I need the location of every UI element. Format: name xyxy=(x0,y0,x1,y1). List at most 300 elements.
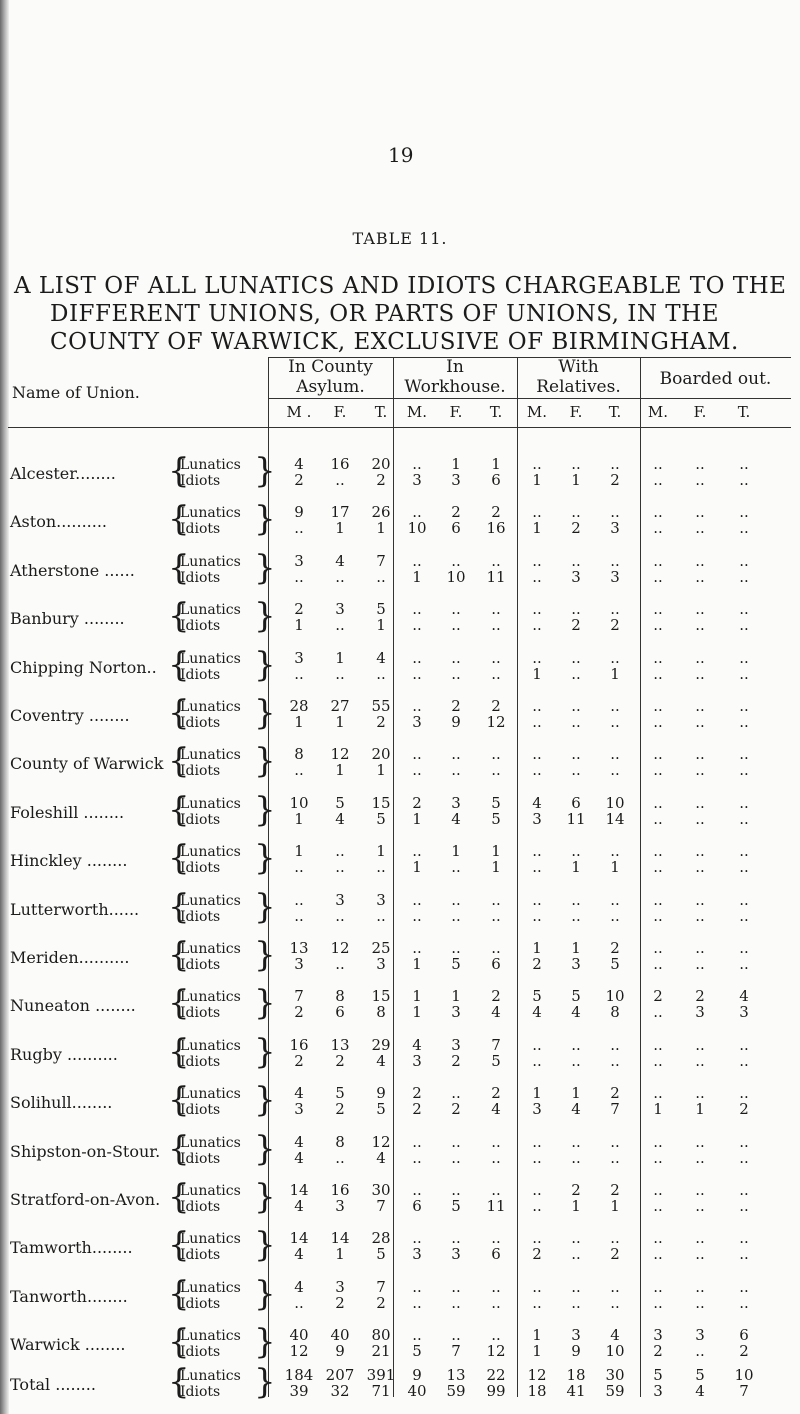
left-brace: { xyxy=(168,1128,190,1169)
cell-value: 2 xyxy=(412,793,422,812)
cell-value: .. xyxy=(532,761,542,780)
cell-value: 1 xyxy=(451,455,461,473)
idiots-label: Idiots xyxy=(180,618,221,635)
cell-value: 80 xyxy=(371,1326,391,1345)
cell-value: .. xyxy=(653,1003,663,1022)
cell-value: .. xyxy=(739,858,749,877)
cell-value: 3 xyxy=(451,1245,461,1264)
cell-value: .. xyxy=(739,567,749,586)
cell-value: 3 xyxy=(451,471,461,489)
cell-value: 30 xyxy=(371,1181,391,1199)
cell-value: 8 xyxy=(610,1003,620,1022)
lunatics-label: Lunatics xyxy=(180,1328,241,1345)
cell-value: .. xyxy=(412,890,422,909)
cell-value: .. xyxy=(532,1277,542,1296)
cell-value: .. xyxy=(739,600,749,619)
cell-value: .. xyxy=(610,1148,620,1167)
cell-value: .. xyxy=(739,890,749,909)
cell-value: .. xyxy=(376,664,386,683)
cell-value: 11 xyxy=(486,567,506,586)
cell-value: .. xyxy=(695,906,705,925)
cell-value: 2 xyxy=(491,697,501,715)
cell-value: 5 xyxy=(571,987,581,1006)
union-name: Solihull........ xyxy=(10,1093,113,1113)
left-brace: { xyxy=(168,451,190,491)
cell-value: 6 xyxy=(491,955,501,973)
cell-value: 29 xyxy=(371,1035,391,1054)
union-name: Atherstone ...... xyxy=(10,560,135,580)
cell-value: .. xyxy=(739,1181,749,1199)
cell-value: 6 xyxy=(335,1003,345,1022)
union-name: Rugby .......... xyxy=(10,1044,118,1064)
cell-value: 10 xyxy=(605,1342,625,1361)
union-name: Alcester........ xyxy=(10,464,116,483)
heading-line-3: COUNTY OF WARWICK, EXCLUSIVE OF BIRMINGHAM. xyxy=(50,329,739,355)
cell-value: 41 xyxy=(566,1382,586,1400)
cell-value: 4 xyxy=(376,1148,386,1167)
lunatics-label: Lunatics xyxy=(180,941,241,957)
cell-value: 4 xyxy=(294,1197,304,1215)
cell-value: .. xyxy=(451,745,461,764)
cell-value: .. xyxy=(739,713,749,731)
idiots-label: Idiots xyxy=(180,1199,221,1215)
cell-value: 28 xyxy=(371,1229,391,1248)
cell-value: .. xyxy=(695,1051,705,1070)
cell-value: 3 xyxy=(610,567,620,586)
cell-value: 5 xyxy=(335,793,345,812)
cell-value: .. xyxy=(491,761,501,780)
cell-value: 5 xyxy=(376,1100,386,1119)
cell-value: 13 xyxy=(330,1035,350,1054)
cell-value: .. xyxy=(335,567,345,586)
cell-value: 2 xyxy=(653,987,663,1006)
right-brace: } xyxy=(254,741,276,782)
cell-value: .. xyxy=(739,471,749,489)
cell-value: .. xyxy=(739,1084,749,1103)
heading-line-2: DIFFERENT UNIONS, OR PARTS OF UNIONS, IN THE xyxy=(50,301,719,327)
right-brace: } xyxy=(254,644,276,685)
cell-value: 12 xyxy=(330,939,350,957)
union-name: Warwick ........ xyxy=(10,1335,126,1355)
cell-value: .. xyxy=(532,713,542,731)
cell-value: 10 xyxy=(407,519,427,538)
cell-value: .. xyxy=(739,1229,749,1248)
cell-value: .. xyxy=(653,1148,663,1167)
cell-value: 207 xyxy=(325,1366,355,1384)
lunatics-label: Lunatics xyxy=(180,1037,241,1054)
idiots-label: Idiots xyxy=(180,811,221,828)
cell-value: 2 xyxy=(491,987,501,1006)
cell-value: 9 xyxy=(294,503,304,522)
cell-value: 1 xyxy=(653,1100,663,1119)
cell-value: 1 xyxy=(335,648,345,667)
cell-value: .. xyxy=(532,906,542,925)
cell-value: .. xyxy=(653,664,663,683)
cell-value: 11 xyxy=(486,1197,506,1215)
cell-value: 2 xyxy=(653,1342,663,1361)
cell-value: .. xyxy=(653,1132,663,1151)
cell-value: .. xyxy=(294,858,304,877)
cell-value: 15 xyxy=(371,793,391,812)
right-brace: } xyxy=(254,838,276,879)
cell-value: 2 xyxy=(739,1342,749,1361)
cell-value: 2 xyxy=(451,1051,461,1070)
cell-value: .. xyxy=(695,1342,705,1361)
cell-value: 17 xyxy=(330,503,350,522)
cell-value: 8 xyxy=(294,745,304,764)
cell-value: .. xyxy=(739,761,749,780)
cell-value: 3 xyxy=(412,1051,422,1070)
cell-value: .. xyxy=(610,1132,620,1151)
cell-value: 14 xyxy=(330,1229,350,1248)
cell-value: .. xyxy=(451,1132,461,1151)
cell-value: .. xyxy=(532,1051,542,1070)
cell-value: .. xyxy=(695,519,705,538)
cell-value: .. xyxy=(412,906,422,925)
cell-value: 3 xyxy=(335,1197,345,1215)
cell-value: 16 xyxy=(289,1035,309,1054)
cell-value: .. xyxy=(451,939,461,957)
cell-value: .. xyxy=(739,1277,749,1296)
cell-value: .. xyxy=(695,1084,705,1103)
cell-value: .. xyxy=(491,616,501,635)
cell-value: .. xyxy=(491,745,501,764)
cell-value: 14 xyxy=(289,1229,309,1248)
cell-value: .. xyxy=(653,713,663,731)
cell-value: 2 xyxy=(335,1100,345,1119)
cell-value: 12 xyxy=(330,745,350,764)
cell-value: 7 xyxy=(739,1382,749,1400)
cell-value: 39 xyxy=(289,1382,309,1400)
idiots-label: Idiots xyxy=(180,473,221,489)
cell-value: 5 xyxy=(376,809,386,828)
cell-value: 2 xyxy=(610,471,620,489)
cell-value: .. xyxy=(695,471,705,489)
cell-value: .. xyxy=(653,890,663,909)
sub-header-2: T. xyxy=(374,403,388,421)
cell-value: 2 xyxy=(412,1100,422,1119)
cell-value: .. xyxy=(695,761,705,780)
cell-value: 12 xyxy=(486,713,506,731)
cell-value: 7 xyxy=(610,1100,620,1119)
cell-value: .. xyxy=(491,1148,501,1167)
cell-value: 1 xyxy=(335,519,345,538)
cell-value: 4 xyxy=(376,1051,386,1070)
cell-value: .. xyxy=(412,600,422,619)
sub-header-9: M. xyxy=(647,403,669,421)
left-brace: { xyxy=(168,983,190,1024)
cell-value: 9 xyxy=(451,713,461,731)
cell-value: 14 xyxy=(605,809,625,828)
cell-value: .. xyxy=(571,1293,581,1312)
cell-value: .. xyxy=(294,519,304,538)
cell-value: 2 xyxy=(571,519,581,538)
cell-value: .. xyxy=(294,664,304,683)
cell-value: 3 xyxy=(532,1100,542,1119)
cell-value: 5 xyxy=(491,793,501,812)
cell-value: 1 xyxy=(376,842,386,861)
group-header-2: With Relatives. xyxy=(536,357,621,397)
cell-value: .. xyxy=(739,1245,749,1264)
cell-value: .. xyxy=(412,1148,422,1167)
cell-value: 71 xyxy=(371,1382,391,1400)
cell-value: 3 xyxy=(695,1326,705,1345)
cell-value: .. xyxy=(610,648,620,667)
cell-value: .. xyxy=(695,1229,705,1248)
idiots-label: Idiots xyxy=(180,1247,221,1264)
cell-value: .. xyxy=(695,1148,705,1167)
cell-value: .. xyxy=(653,1245,663,1264)
cell-value: 2 xyxy=(335,1293,345,1312)
cell-value: 2 xyxy=(294,471,304,489)
cell-value: .. xyxy=(412,455,422,473)
cell-value: 1 xyxy=(335,1245,345,1264)
cell-value: .. xyxy=(653,793,663,812)
lunatics-label: Lunatics xyxy=(180,989,241,1006)
idiots-label: Idiots xyxy=(180,1053,221,1070)
cell-value: .. xyxy=(695,600,705,619)
cell-value: .. xyxy=(653,1051,663,1070)
right-brace: } xyxy=(254,1177,276,1217)
cell-value: .. xyxy=(653,761,663,780)
cell-value: 2 xyxy=(376,713,386,731)
cell-value: .. xyxy=(491,1277,501,1296)
left-brace: { xyxy=(168,1031,190,1072)
cell-value: .. xyxy=(532,600,542,619)
cell-value: .. xyxy=(695,939,705,957)
cell-value: .. xyxy=(532,745,542,764)
cell-value: 1 xyxy=(571,1084,581,1103)
cell-value: 1 xyxy=(491,455,501,473)
right-brace: } xyxy=(254,1031,276,1072)
cell-value: 30 xyxy=(605,1366,625,1384)
cell-value: .. xyxy=(571,713,581,731)
cell-value: 2 xyxy=(451,503,461,522)
idiots-label: Idiots xyxy=(180,860,221,877)
cell-value: 5 xyxy=(491,809,501,828)
cell-value: .. xyxy=(571,551,581,570)
cell-value: .. xyxy=(610,455,620,473)
cell-value: .. xyxy=(491,1293,501,1312)
cell-value: .. xyxy=(451,1277,461,1296)
cell-value: .. xyxy=(412,1132,422,1151)
cell-value: .. xyxy=(294,567,304,586)
cell-value: 28 xyxy=(289,697,309,715)
cell-value: 3 xyxy=(294,551,304,570)
cell-value: .. xyxy=(653,616,663,635)
sub-header-6: M. xyxy=(526,403,548,421)
idiots-label: Idiots xyxy=(180,1005,221,1022)
cell-value: .. xyxy=(653,1181,663,1199)
cell-value: 391 xyxy=(366,1366,396,1384)
right-brace: } xyxy=(254,1273,276,1314)
left-brace: { xyxy=(168,935,190,975)
idiots-label: Idiots xyxy=(180,1102,221,1119)
cell-value: 7 xyxy=(376,551,386,570)
cell-value: .. xyxy=(294,890,304,909)
cell-value: .. xyxy=(653,519,663,538)
cell-value: .. xyxy=(739,697,749,715)
cell-value: .. xyxy=(739,1293,749,1312)
cell-value: 5 xyxy=(695,1366,705,1384)
left-brace: { xyxy=(168,838,190,879)
union-name: Hinckley ........ xyxy=(10,851,128,871)
union-name: Lutterworth...... xyxy=(10,899,140,919)
cell-value: 4 xyxy=(294,1132,304,1151)
union-name: Tamworth........ xyxy=(10,1238,133,1258)
cell-value: 2 xyxy=(739,1100,749,1119)
union-name: County of Warwick xyxy=(10,754,164,774)
lunatics-label: Lunatics xyxy=(180,747,241,764)
cell-value: .. xyxy=(412,551,422,570)
cell-value: 16 xyxy=(330,1181,350,1199)
left-brace: { xyxy=(168,1273,190,1314)
idiots-label: Idiots xyxy=(180,521,221,538)
cell-value: 2 xyxy=(610,616,620,635)
cell-value: 13 xyxy=(446,1366,466,1384)
cell-value: .. xyxy=(739,519,749,538)
cell-value: .. xyxy=(571,1148,581,1167)
cell-value: .. xyxy=(571,1245,581,1264)
union-name: Stratford-on-Avon. xyxy=(10,1190,161,1209)
right-brace: } xyxy=(254,983,276,1024)
cell-value: 3 xyxy=(294,955,304,973)
cell-value: .. xyxy=(610,697,620,715)
cell-value: .. xyxy=(695,1035,705,1054)
cell-value: .. xyxy=(739,1035,749,1054)
left-brace: { xyxy=(168,693,190,733)
cell-value: 2 xyxy=(294,1003,304,1022)
cell-value: 3 xyxy=(571,1326,581,1345)
cell-value: .. xyxy=(653,1293,663,1312)
cell-value: .. xyxy=(653,1229,663,1248)
cell-value: .. xyxy=(412,616,422,635)
cell-value: 9 xyxy=(412,1366,422,1384)
cell-value: 3 xyxy=(653,1326,663,1345)
cell-value: .. xyxy=(571,455,581,473)
cell-value: 11 xyxy=(566,809,586,828)
cell-value: .. xyxy=(532,858,542,877)
cell-value: 3 xyxy=(412,1245,422,1264)
cell-value: .. xyxy=(451,648,461,667)
cell-value: .. xyxy=(491,600,501,619)
cell-value: .. xyxy=(739,503,749,522)
cell-value: 1 xyxy=(294,809,304,828)
cell-value: .. xyxy=(294,906,304,925)
page-edge-shadow xyxy=(0,0,9,1414)
cell-value: .. xyxy=(610,1277,620,1296)
cell-value: 1 xyxy=(412,987,422,1006)
right-brace: } xyxy=(254,886,276,927)
cell-value: .. xyxy=(610,600,620,619)
idiots-label: Idiots xyxy=(180,1295,221,1312)
cell-value: 21 xyxy=(371,1342,391,1361)
cell-value: .. xyxy=(695,697,705,715)
cell-value: 18 xyxy=(566,1366,586,1384)
cell-value: 55 xyxy=(371,697,391,715)
cell-value: 1 xyxy=(412,858,422,877)
cell-value: .. xyxy=(653,1197,663,1215)
cell-value: 4 xyxy=(294,455,304,473)
cell-value: 1 xyxy=(610,1197,620,1215)
cell-value: 2 xyxy=(571,1181,581,1199)
cell-value: .. xyxy=(695,793,705,812)
cell-value: .. xyxy=(335,664,345,683)
cell-value: .. xyxy=(695,551,705,570)
cell-value: .. xyxy=(739,745,749,764)
right-brace: } xyxy=(254,1322,276,1363)
cell-value: .. xyxy=(532,697,542,715)
cell-value: 2 xyxy=(532,1245,542,1264)
cell-value: .. xyxy=(739,793,749,812)
left-brace: { xyxy=(168,644,190,685)
cell-value: 2 xyxy=(610,1245,620,1264)
cell-value: .. xyxy=(451,616,461,635)
cell-value: .. xyxy=(571,1051,581,1070)
cell-value: .. xyxy=(294,761,304,780)
cell-value: .. xyxy=(739,1051,749,1070)
cell-value: .. xyxy=(571,697,581,715)
cell-value: 12 xyxy=(527,1366,547,1384)
cell-value: .. xyxy=(491,664,501,683)
idiots-label: Idiots xyxy=(180,1150,221,1167)
cell-value: 40 xyxy=(407,1382,427,1400)
cell-value: .. xyxy=(571,890,581,909)
cell-value: 4 xyxy=(294,1245,304,1264)
union-name: Nuneaton ........ xyxy=(10,996,136,1016)
cell-value: 5 xyxy=(335,1084,345,1103)
cell-value: .. xyxy=(695,455,705,473)
cell-value: .. xyxy=(412,1229,422,1248)
cell-value: .. xyxy=(653,455,663,473)
cell-value: .. xyxy=(412,1277,422,1296)
cell-value: .. xyxy=(610,890,620,909)
cell-value: 16 xyxy=(330,455,350,473)
union-name: Chipping Norton.. xyxy=(10,657,157,677)
cell-value: 1 xyxy=(695,1100,705,1119)
left-brace: { xyxy=(168,886,190,927)
cell-value: .. xyxy=(376,858,386,877)
cell-value: .. xyxy=(695,809,705,828)
cell-value: .. xyxy=(335,858,345,877)
cell-value: 3 xyxy=(451,1035,461,1054)
cell-value: 14 xyxy=(289,1181,309,1199)
cell-value: 4 xyxy=(571,1100,581,1119)
cell-value: 3 xyxy=(335,600,345,619)
union-name: Coventry ........ xyxy=(10,706,130,725)
cell-value: .. xyxy=(653,697,663,715)
lunatics-label: Lunatics xyxy=(180,1279,241,1296)
cell-value: 20 xyxy=(371,745,391,764)
cell-value: 10 xyxy=(446,567,466,586)
cell-value: .. xyxy=(335,616,345,635)
idiots-label: Idiots xyxy=(180,569,221,586)
cell-value: .. xyxy=(610,551,620,570)
cell-value: 3 xyxy=(571,955,581,973)
cell-value: .. xyxy=(532,1181,542,1199)
cell-value: 40 xyxy=(330,1326,350,1345)
cell-value: 25 xyxy=(371,939,391,957)
cell-value: 99 xyxy=(486,1382,506,1400)
cell-value: .. xyxy=(451,600,461,619)
union-name: Foleshill ........ xyxy=(10,802,125,822)
cell-value: .. xyxy=(335,842,345,861)
sub-header-0: M . xyxy=(286,403,312,421)
cell-value: 1 xyxy=(571,858,581,877)
cell-value: 2 xyxy=(335,1051,345,1070)
cell-value: 3 xyxy=(412,713,422,731)
cell-value: .. xyxy=(532,616,542,635)
